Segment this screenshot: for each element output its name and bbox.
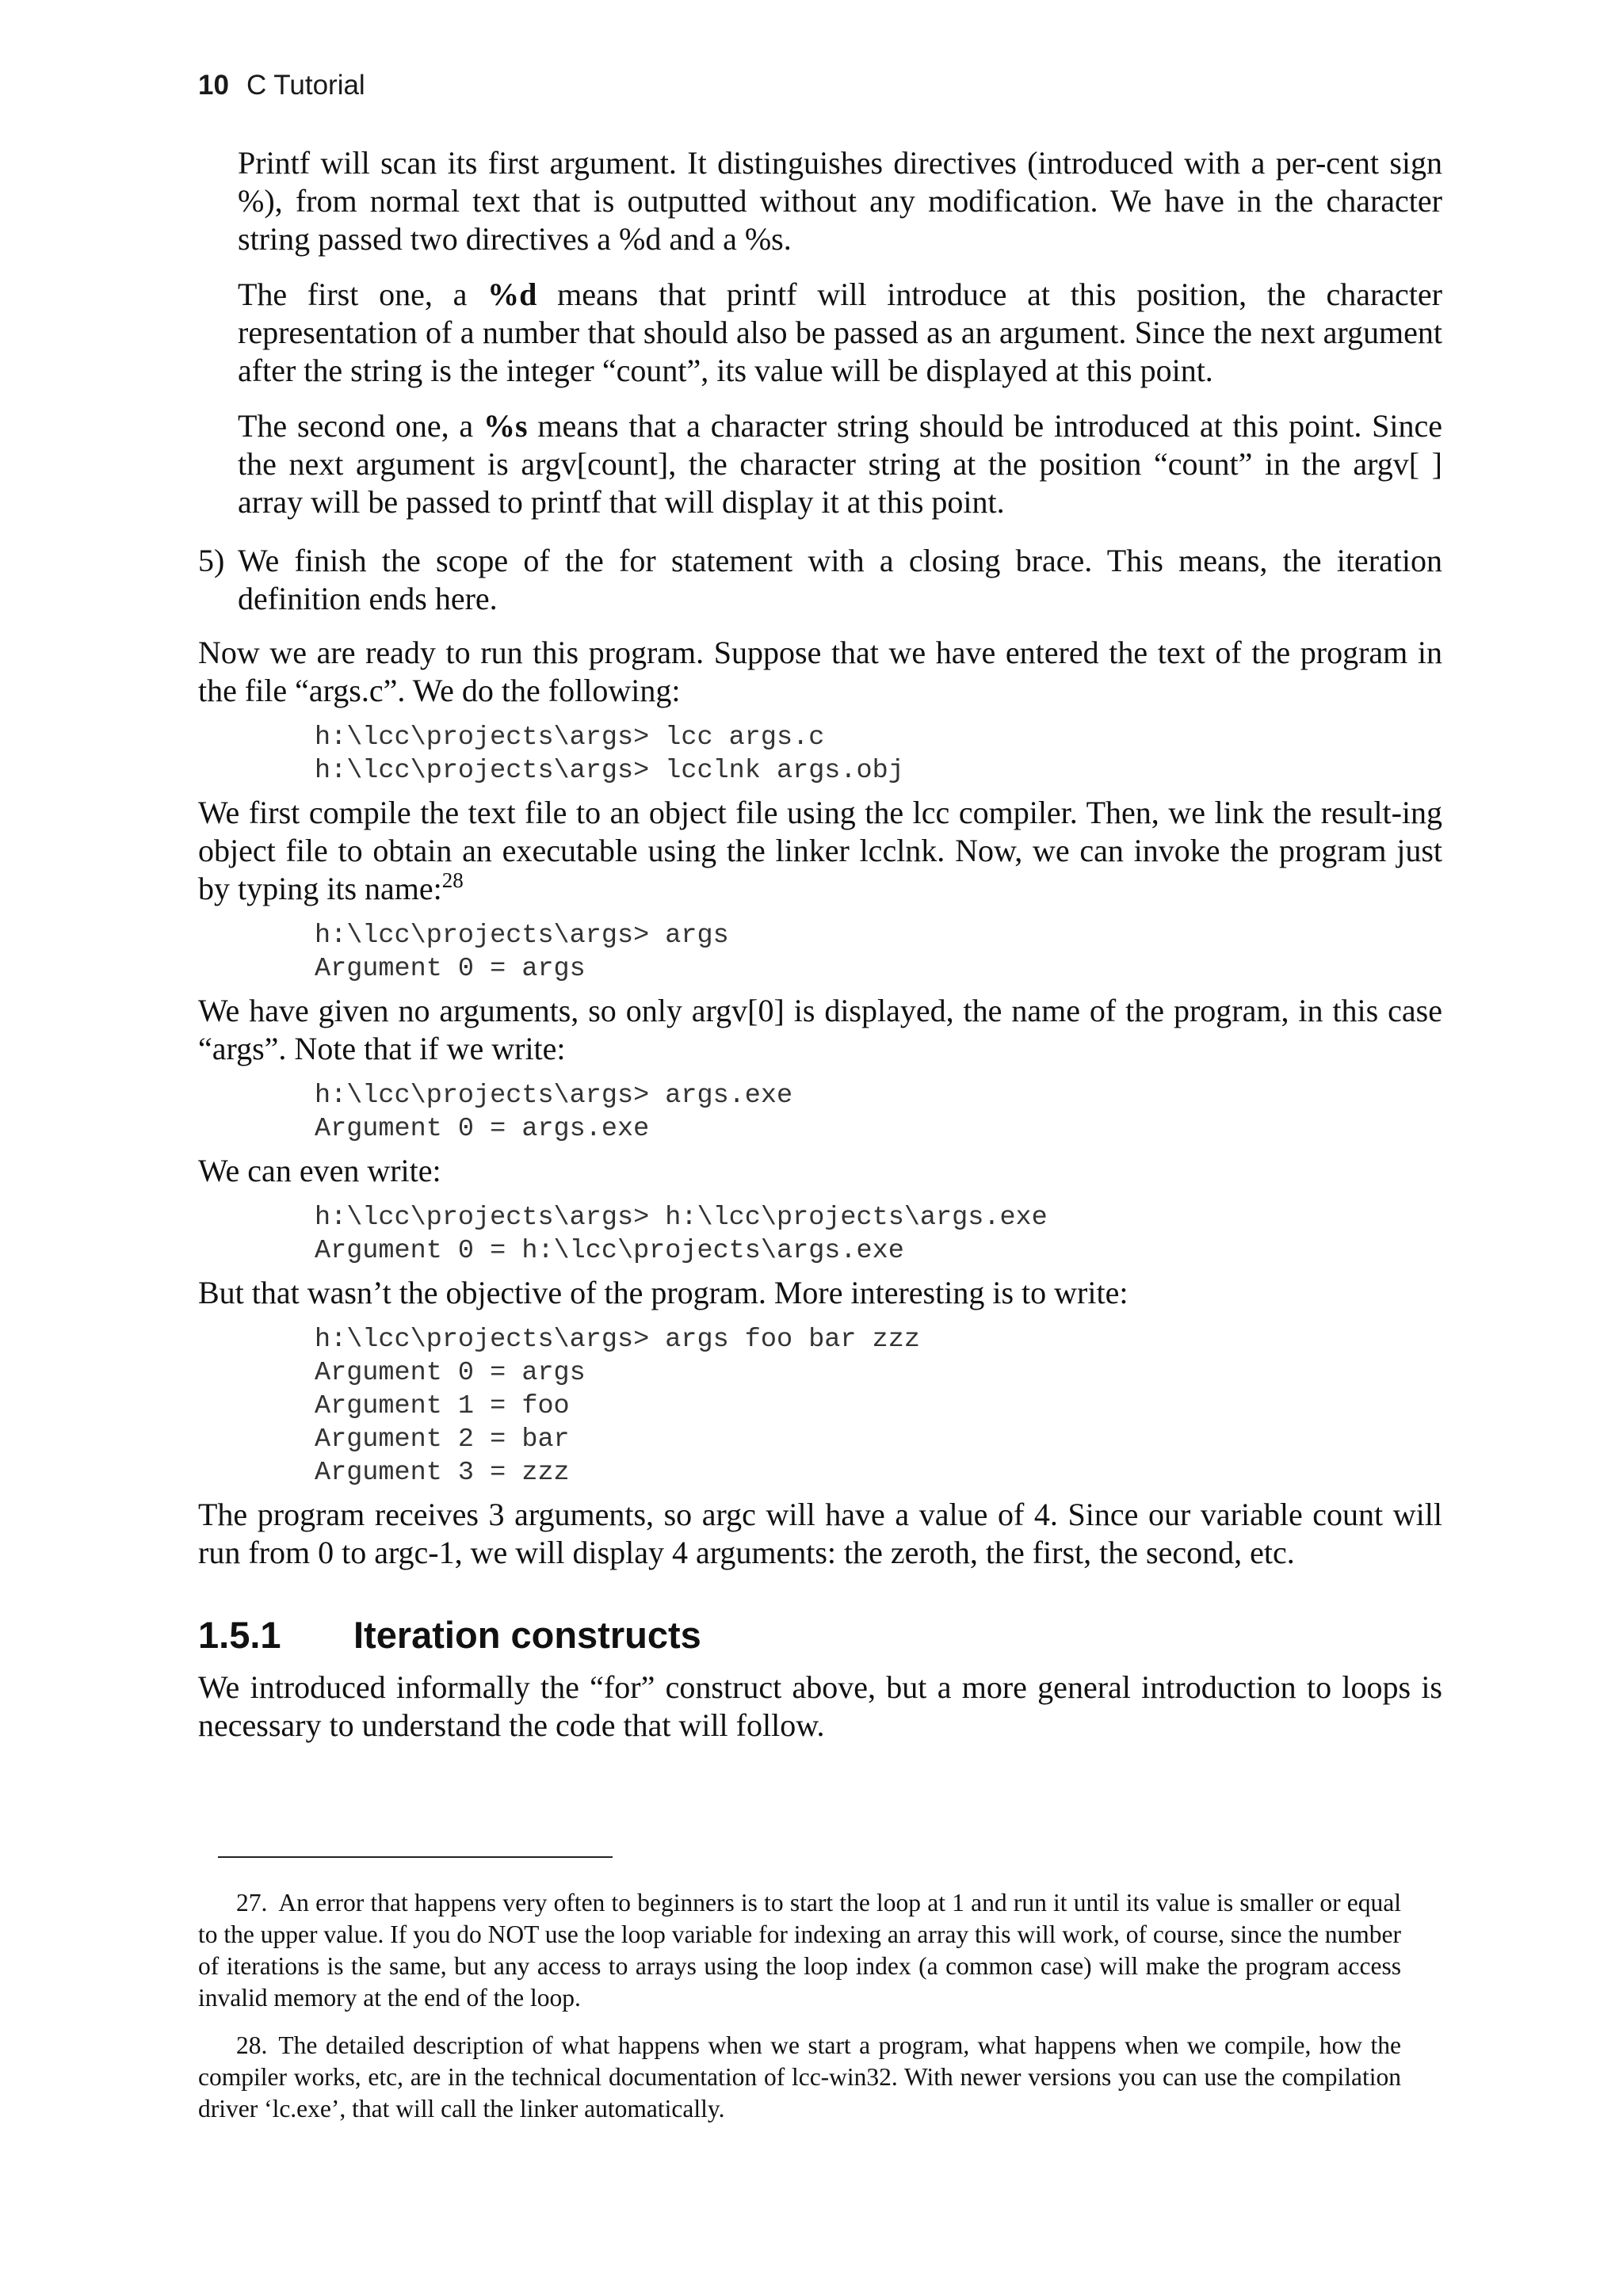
- section-heading: [198, 1613, 1442, 1657]
- code-line: Argument 0 = args: [315, 1358, 586, 1388]
- code-line: Argument 0 = args: [315, 954, 586, 984]
- paragraph-no-args: We have given no arguments, so only argv[0] is displayed, the name of the program, in this case “args”. Note that if we write:: [198, 993, 1442, 1066]
- text: means that printf will introduce at this position, the character representation of a number that should also be passed as an argument. Since the next argument after the string is the integer “count”, its value will be displayed at this point.: [238, 277, 1442, 388]
- code-line: h:\lcc\projects\args> h:\lcc\projects\args.exe: [315, 1203, 1048, 1233]
- list-item-5: [198, 542, 1442, 618]
- running-header: [198, 70, 365, 101]
- paragraph-even: We can even write:: [198, 1153, 441, 1188]
- footnote-27: [198, 1887, 1401, 2014]
- code-line: h:\lcc\projects\args> lcc args.c: [315, 723, 825, 753]
- text: means that a character string should be introduced at this point. Since the next argument is argv[count], the character string at the position “count” in the argv[ ] array will be passed to printf that will display it at this point.: [238, 408, 1442, 520]
- code-line: h:\lcc\projects\args> args: [315, 921, 729, 951]
- code-block-run-args: [198, 919, 1442, 986]
- code-block-run-foo-bar: [198, 1323, 1442, 1489]
- footnote-number: 28.: [236, 2031, 268, 2059]
- code-line: h:\lcc\projects\args> args foo bar zzz: [315, 1325, 920, 1355]
- code-line: Argument 0 = h:\lcc\projects\args.exe: [315, 1236, 904, 1266]
- section-title: Iteration constructs: [353, 1614, 701, 1656]
- list-item-text: We finish the scope of the for statement with a closing brace. This means, the iteration definition ends here.: [238, 543, 1442, 616]
- paragraph-printf-scan: Printf will scan its first argument. It distinguishes directives (introduced with a per-cent sign %), from normal text that is outputted without any modification. We have in the character string passed two directives a %d and a %s.: [238, 145, 1442, 257]
- running-title: C Tutorial: [246, 70, 365, 101]
- code-line: Argument 2 = bar: [315, 1425, 570, 1455]
- footnote-separator: [218, 1856, 613, 1858]
- footnote-28: [198, 2030, 1401, 2125]
- paragraph-second-directive: [198, 407, 1442, 521]
- footnote-ref-28: 28: [441, 868, 464, 892]
- paragraph-introduced: We introduced informally the “for” construct above, but a more general introduction to loops is necessary to understand the code that will follow.: [198, 1669, 1442, 1743]
- footnote-number: 27.: [236, 1889, 268, 1917]
- code-line: Argument 3 = zzz: [315, 1458, 570, 1488]
- paragraph-objective: But that wasn’t the objective of the program. More interesting is to write:: [198, 1275, 1128, 1310]
- paragraph-first-directive: [198, 276, 1442, 390]
- page-body: [198, 144, 1442, 1745]
- text: The first one, a: [238, 277, 488, 312]
- footnote-text: An error that happens very often to beginners is to start the loop at 1 and run it until its value is smaller or equal to the upper value. If you do NOT use the loop variable for indexing an array this will work, of course, since the number of iterations is the same, but any access to arrays using the loop index (a common case) will make the program access invalid memory at the end of the loop.: [198, 1889, 1401, 2012]
- code-block-compile: [198, 721, 1442, 788]
- footnote-text: The detailed description of what happens when we start a program, what happens when we compile, how the compiler works, etc, are in the technical documentation of lcc-win32. With newer versions you can use the compilation driver ‘lc.exe’, that will call the linker automatically.: [198, 2031, 1401, 2122]
- paragraph-receives: The program receives 3 arguments, so argc will have a value of 4. Since our variable count will run from 0 to argc-1, we will display 4 arguments: the zeroth, the first, the second, etc.: [198, 1497, 1442, 1570]
- text: The second one, a: [238, 408, 483, 444]
- section-number: 1.5.1: [198, 1614, 281, 1656]
- bold-directive-s: %s: [483, 408, 528, 444]
- paragraph-compile: [198, 794, 1442, 908]
- code-block-run-fullpath: [198, 1201, 1442, 1268]
- code-block-run-exe: [198, 1079, 1442, 1146]
- code-line: h:\lcc\projects\args> args.exe: [315, 1081, 793, 1111]
- code-line: Argument 0 = args.exe: [315, 1114, 650, 1144]
- text: We first compile the text file to an object file using the lcc compiler. Then, we link the result-ing object file to obtain an executable using the linker lcclnk. Now, we can invoke the program just by typing its name:: [198, 795, 1442, 906]
- bold-directive-d: %d: [487, 277, 537, 312]
- paragraph-ready: Now we are ready to run this program. Suppose that we have entered the text of the program in the file “args.c”. We do the following:: [198, 635, 1442, 708]
- footnotes: [198, 1887, 1401, 2125]
- code-line: Argument 1 = foo: [315, 1391, 570, 1421]
- page-number: 10: [198, 70, 229, 101]
- list-item-number: 5): [198, 543, 225, 578]
- code-line: h:\lcc\projects\args> lcclnk args.obj: [315, 756, 904, 786]
